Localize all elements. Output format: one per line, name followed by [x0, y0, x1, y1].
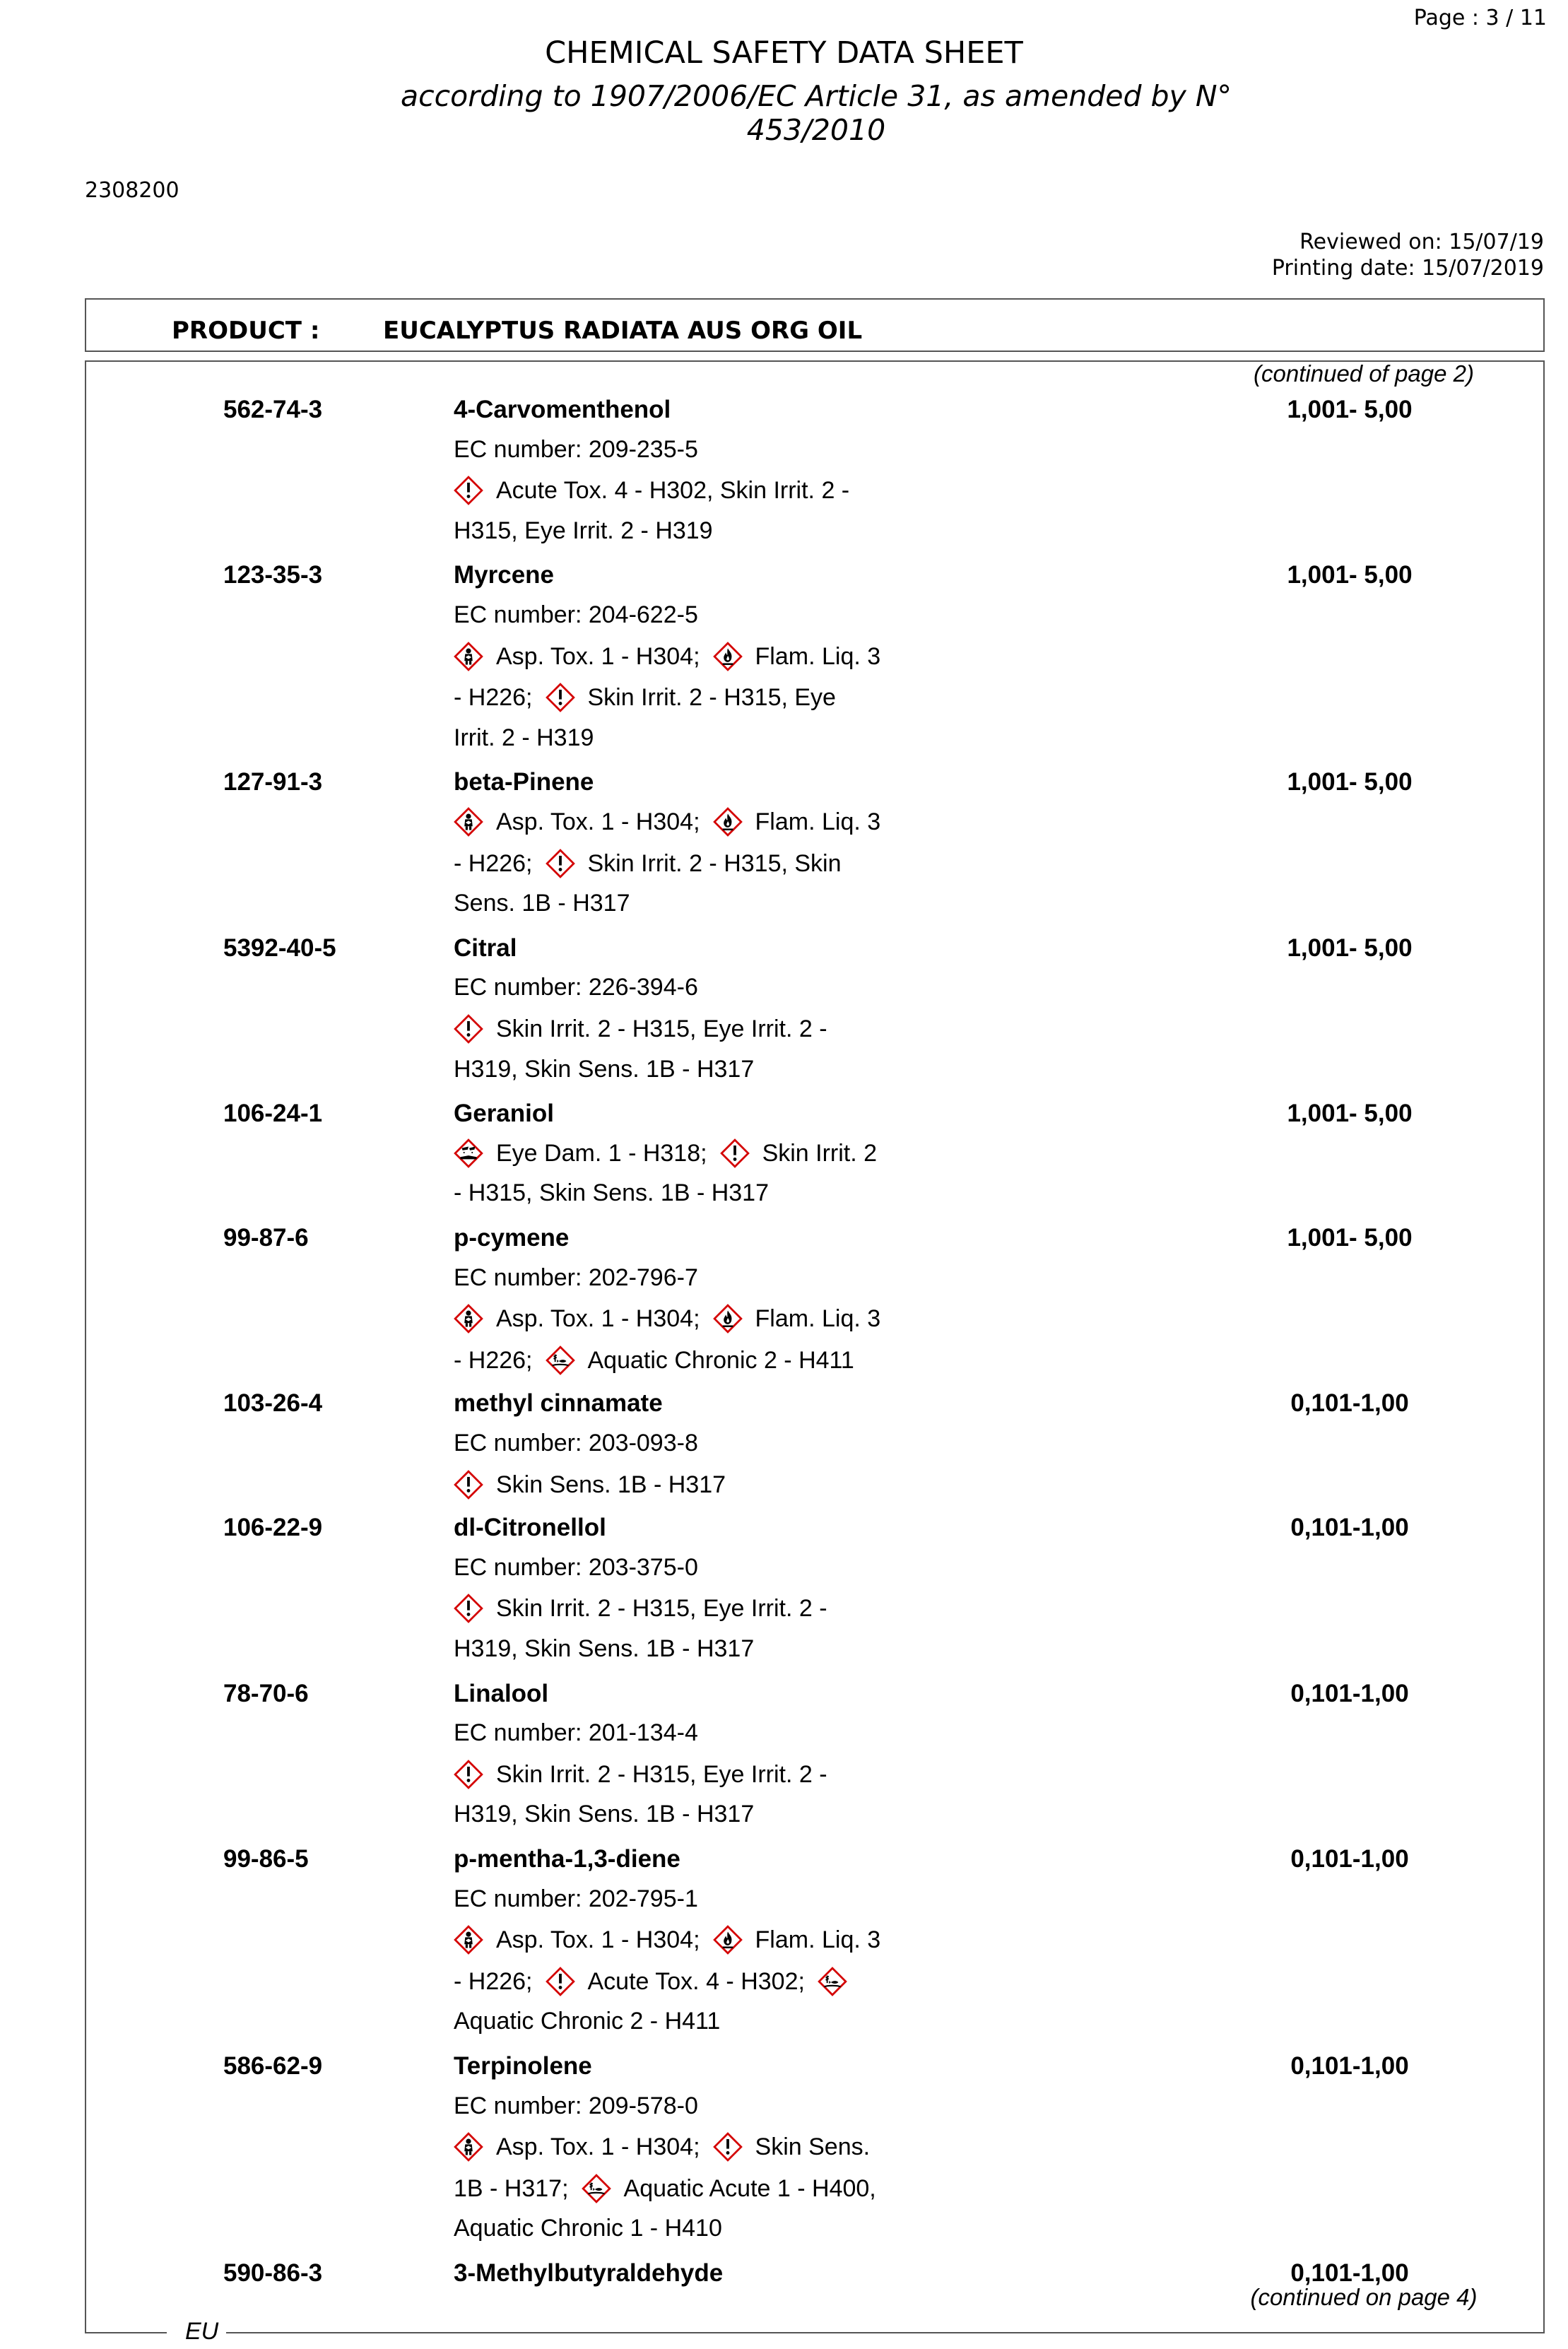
- hazard-classification-line: [454, 1594, 827, 1623]
- hazard-text: Irrit. 2 - H319: [454, 724, 594, 751]
- concentration-range: 1,001- 5,00: [1287, 768, 1413, 796]
- hazard-text: Acute Tox. 4 - H302;: [587, 1967, 805, 1995]
- hazard-classification-line: [454, 1346, 854, 1375]
- hazard-text: Skin Irrit. 2 - H315, Eye: [587, 684, 836, 712]
- hazard-text: Skin Irrit. 2 - H315, Eye Irrit. 2 -: [496, 1760, 827, 1788]
- printing-date: Printing date: 15/07/2019: [1271, 256, 1544, 281]
- hazard-text: Aquatic Chronic 2 - H411: [587, 1346, 854, 1374]
- hazard-text: Skin Irrit. 2 - H315, Eye Irrit. 2 -: [496, 1015, 827, 1042]
- concentration-range: 1,001- 5,00: [1287, 1100, 1413, 1128]
- hazard-classification-line: [454, 1925, 880, 1955]
- ec-number: EC number: 203-093-8: [454, 1430, 698, 1456]
- hazard-text: Aquatic Chronic 1 - H410: [454, 2215, 722, 2242]
- exclamation-icon: [454, 476, 483, 505]
- ec-number: EC number: 204-622-5: [454, 601, 698, 628]
- hazard-text: Skin Irrit. 2 - H315, Eye Irrit. 2 -: [496, 1595, 827, 1623]
- health-hazard-icon: [454, 642, 483, 671]
- hazard-classification-line: [454, 1470, 726, 1500]
- hazard-text: - H226;: [454, 684, 533, 712]
- ec-number: EC number: 201-134-4: [454, 1719, 698, 1747]
- hazard-classification-line: [454, 849, 842, 878]
- hazard-text: Sens. 1B - H317: [454, 890, 630, 917]
- subtitle-line-2: 453/2010: [746, 113, 886, 147]
- hazard-text: Asp. Tox. 1 - H304;: [496, 1926, 700, 1954]
- exclamation-icon: [720, 1138, 750, 1168]
- hazard-text: H319, Skin Sens. 1B - H317: [454, 1635, 755, 1662]
- continued-on-note: (continued on page 4): [1250, 2284, 1478, 2310]
- cas-number: 78-70-6: [223, 1679, 309, 1707]
- hazard-classification-line: [454, 807, 880, 837]
- substance-name: beta-Pinene: [454, 768, 594, 796]
- concentration-range: 0,101-1,00: [1290, 1845, 1409, 1873]
- concentration-range: 1,001- 5,00: [1287, 396, 1413, 423]
- substance-name: Myrcene: [454, 561, 555, 589]
- hazard-classification-line: [454, 724, 594, 752]
- hazard-text: Skin Irrit. 2 - H315, Skin: [587, 849, 842, 877]
- flame-icon: [713, 1925, 743, 1955]
- cas-number: 562-74-3: [223, 396, 323, 423]
- hazard-text: H319, Skin Sens. 1B - H317: [454, 1055, 755, 1083]
- environment-icon: [546, 1346, 575, 1375]
- hazard-text: Asp. Tox. 1 - H304;: [496, 808, 700, 835]
- hazard-text: Aquatic Chronic 2 - H411: [454, 2008, 721, 2035]
- ec-number: EC number: 203-375-0: [454, 1553, 698, 1581]
- cas-number: 123-35-3: [223, 561, 323, 589]
- cas-number: 586-62-9: [223, 2052, 323, 2080]
- substance-name: Linalool: [454, 1679, 549, 1707]
- hazard-text: - H226;: [454, 1967, 533, 1995]
- hazard-classification-line: [454, 1014, 827, 1044]
- health-hazard-icon: [454, 2132, 483, 2162]
- health-hazard-icon: [454, 1925, 483, 1955]
- hazard-classification-line: [454, 1967, 860, 1996]
- page-number: Page : 3 / 11: [1413, 6, 1547, 30]
- hazard-classification-line: [454, 2132, 870, 2162]
- cas-number: 590-86-3: [223, 2259, 323, 2287]
- concentration-range: 0,101-1,00: [1290, 1679, 1409, 1707]
- hazard-classification-line: [454, 1304, 880, 1334]
- substance-name: 3-Methylbutyraldehyde: [454, 2259, 724, 2287]
- exclamation-icon: [454, 1014, 483, 1044]
- hazard-classification-line: [454, 2008, 720, 2035]
- hazard-text: Flam. Liq. 3: [755, 642, 881, 670]
- cas-number: 106-22-9: [223, 1514, 323, 1542]
- exclamation-icon: [546, 849, 575, 878]
- flame-icon: [713, 807, 743, 837]
- hazard-text: Skin Irrit. 2: [762, 1139, 878, 1167]
- cas-number: 103-26-4: [223, 1389, 323, 1418]
- concentration-range: 0,101-1,00: [1290, 2259, 1409, 2287]
- hazard-classification-line: [454, 1760, 827, 1789]
- document-subtitle: [396, 79, 1237, 147]
- ec-number: EC number: 209-235-5: [454, 435, 698, 463]
- substance-name: Terpinolene: [454, 2052, 592, 2080]
- flame-icon: [713, 1304, 743, 1334]
- hazard-classification-line: [454, 1179, 769, 1207]
- exclamation-icon: [454, 1760, 483, 1789]
- hazard-text: Flam. Liq. 3: [755, 808, 881, 835]
- product-label: PRODUCT :: [172, 317, 320, 345]
- hazard-text: Skin Sens.: [755, 2133, 871, 2161]
- hazard-text: Acute Tox. 4 - H302, Skin Irrit. 2 -: [496, 477, 850, 505]
- substance-name: Citral: [454, 934, 517, 962]
- exclamation-icon: [454, 1594, 483, 1623]
- hazard-classification-line: [454, 2174, 876, 2203]
- hazard-text: Skin Sens. 1B - H317: [496, 1471, 726, 1498]
- hazard-text: H315, Eye Irrit. 2 - H319: [454, 517, 713, 544]
- hazard-classification-line: [454, 642, 880, 671]
- concentration-range: 0,101-1,00: [1290, 2052, 1409, 2080]
- hazard-text: - H315, Skin Sens. 1B - H317: [454, 1179, 770, 1207]
- hazard-text: Asp. Tox. 1 - H304;: [496, 1305, 700, 1333]
- concentration-range: 0,101-1,00: [1290, 1389, 1409, 1418]
- environment-icon: [582, 2174, 611, 2203]
- hazard-text: Asp. Tox. 1 - H304;: [496, 642, 700, 670]
- substance-name: Geraniol: [454, 1100, 554, 1128]
- substance-name: dl-Citronellol: [454, 1514, 606, 1542]
- concentration-range: 1,001- 5,00: [1287, 934, 1413, 962]
- hazard-classification-line: [454, 1056, 754, 1083]
- document-title: CHEMICAL SAFETY DATA SHEET: [545, 35, 1023, 71]
- hazard-text: 1B - H317;: [454, 2174, 569, 2202]
- cas-number: 99-86-5: [223, 1845, 309, 1873]
- hazard-classification-line: [454, 890, 630, 917]
- exclamation-icon: [546, 1967, 575, 1996]
- concentration-range: 1,001- 5,00: [1287, 1224, 1413, 1252]
- cas-number: 99-87-6: [223, 1224, 309, 1252]
- footer-region-label: EU: [185, 2318, 219, 2345]
- substance-name: p-cymene: [454, 1224, 570, 1252]
- hazard-text: Flam. Liq. 3: [755, 1305, 881, 1333]
- ec-number: EC number: 202-796-7: [454, 1264, 698, 1291]
- hazard-classification-line: [454, 1138, 877, 1168]
- hazard-classification-line: [454, 1801, 754, 1828]
- hazard-classification-line: [454, 476, 849, 505]
- substance-name: p-mentha-1,3-diene: [454, 1845, 680, 1873]
- ec-number: EC number: 209-578-0: [454, 2092, 698, 2119]
- substance-name: methyl cinnamate: [454, 1389, 663, 1418]
- exclamation-icon: [713, 2132, 743, 2162]
- flame-icon: [713, 642, 743, 671]
- concentration-range: 1,001- 5,00: [1287, 561, 1413, 589]
- hazard-classification-line: [454, 683, 836, 712]
- environment-icon: [818, 1967, 847, 1996]
- cas-number: 5392-40-5: [223, 934, 336, 962]
- health-hazard-icon: [454, 1304, 483, 1334]
- document-code: 2308200: [85, 178, 179, 203]
- hazard-text: Asp. Tox. 1 - H304;: [496, 2133, 700, 2161]
- exclamation-icon: [454, 1470, 483, 1500]
- cas-number: 106-24-1: [223, 1100, 323, 1128]
- corrosion-icon: [454, 1138, 483, 1168]
- hazard-text: - H226;: [454, 1346, 533, 1374]
- ec-number: EC number: 202-795-1: [454, 1885, 698, 1912]
- reviewed-date: Reviewed on: 15/07/19: [1299, 230, 1544, 254]
- hazard-classification-line: [454, 2215, 722, 2242]
- concentration-range: 0,101-1,00: [1290, 1514, 1409, 1542]
- hazard-text: H319, Skin Sens. 1B - H317: [454, 1801, 755, 1828]
- hazard-text: Eye Dam. 1 - H318;: [496, 1139, 707, 1167]
- subtitle-line-1: according to 1907/2006/EC Article 31, as amended by N°: [400, 79, 1232, 113]
- health-hazard-icon: [454, 807, 483, 837]
- hazard-text: - H226;: [454, 849, 533, 877]
- product-name: EUCALYPTUS RADIATA AUS ORG OIL: [383, 317, 863, 345]
- cas-number: 127-91-3: [223, 768, 323, 796]
- substance-name: 4-Carvomenthenol: [454, 396, 671, 423]
- hazard-classification-line: [454, 1635, 754, 1663]
- hazard-classification-line: [454, 517, 713, 545]
- hazard-text: Aquatic Acute 1 - H400,: [623, 2174, 876, 2202]
- ec-number: EC number: 226-394-6: [454, 974, 698, 1001]
- exclamation-icon: [546, 683, 575, 712]
- continued-from-note: (continued of page 2): [1254, 360, 1474, 387]
- hazard-text: Flam. Liq. 3: [755, 1926, 881, 1954]
